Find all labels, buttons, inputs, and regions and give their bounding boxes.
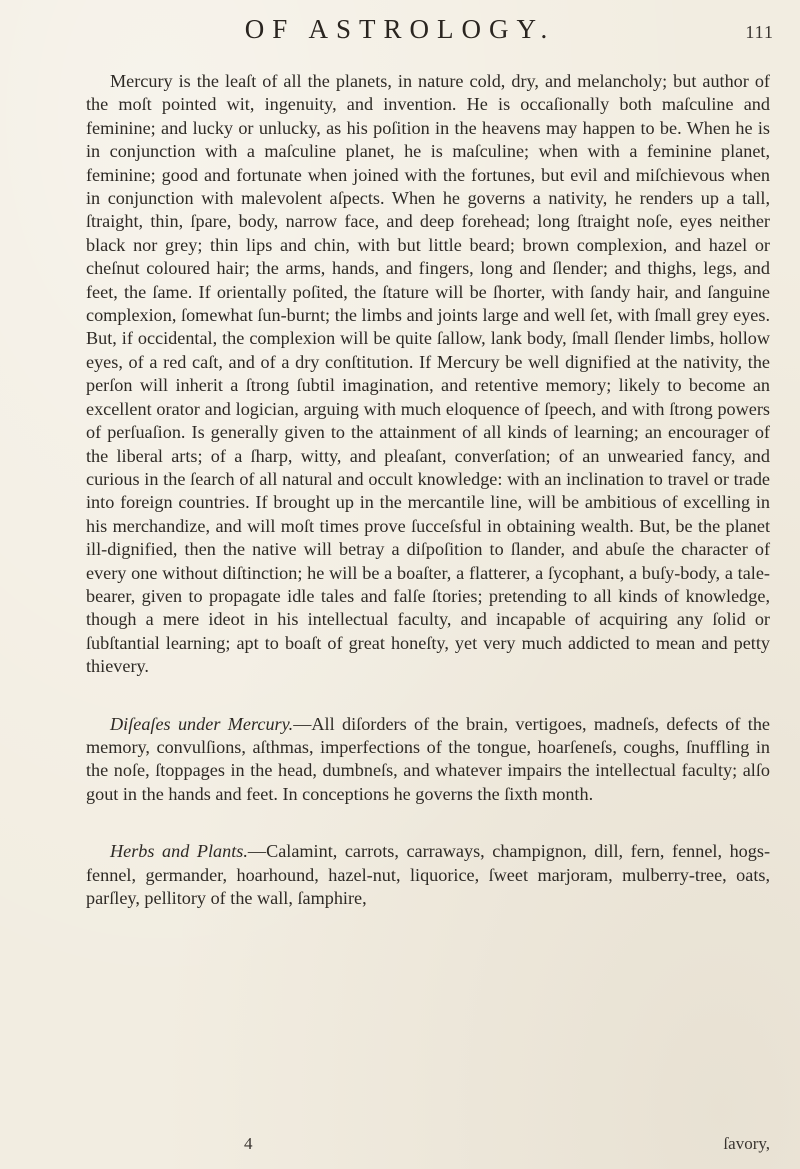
herbs-paragraph	[86, 840, 770, 910]
page-number: 111	[745, 22, 774, 42]
paragraph-gap	[86, 806, 770, 840]
mercury-description-paragraph: Mercury is the leaſt of all the planets, in nature cold, dry, and melancholy; but author of the moſt pointed wit, ingenuity, and invention. He is occaſionally both maſculine and feminine; and lucky or unlucky, as his poſition in the heavens may happen to be. When he is in conjunction with a maſculine planet, he is maſculine; when with a feminine planet, feminine; good and fortunate when joined with the fortunes, but evil and miſchievous when in conjunction with malevolent aſpects. When he governs a nativity, he renders up a tall, ſtraight, thin, ſpare, body, narrow face, and deep forehead; long ſtraight noſe, eyes neither black nor grey; thin lips and chin, with but little beard; brown complexion, and hazel or cheſnut coloured hair; the arms, hands, and fingers, long and ſlender; and thighs, legs, and feet, the ſame. If orientally poſited, the ſtature will be ſhorter, with ſandy hair, and ſanguine complexion, ſomewhat ſun-burnt; the limbs and joints large and well ſet, with ſmall grey eyes. But, if occidental, the complexion will be quite ſallow, lank body, ſmall ſlender limbs, hollow eyes, of a red caſt, and of a dry conſtitution. If Mercury be well dignified at the nativity, the perſon will inherit a ſtrong ſubtil imagination, and retentive memory; likely to become an excellent orator and logician, arguing with much eloquence of ſpeech, and with ſtrong powers of perſuaſion. Is generally given to the attainment of all kinds of learning; an encourager of the liberal arts; of a ſharp, witty, and pleaſant, converſation; of an unwearied fancy, and curious in the ſearch of all natural and occult knowledge: with an inclination to travel or trade into foreign countries. If brought up in the mercantile line, will be ambitious of excelling in his merchandize, and will moſt times prove ſucceſsful in obtaining wealth. But, be the planet ill-dignified, then the native will betray a diſpoſition to ſlander, and abuſe the character of every one without diſtinction; he will be a boaſter, a flatterer, a ſycophant, a buſy-body, a tale-bearer, given to propagate idle tales and falſe ſtories; pretending to all kinds of knowledge, though a mere ideot in his intellectual faculty, and incapable of acquiring any ſolid or ſubſtantial learning; apt to boaſt of great honeſty, yet very much addicted to mean and petty thievery.	[86, 71, 770, 677]
paragraph-gap	[86, 679, 770, 713]
diseases-paragraph	[86, 713, 770, 807]
herbs-text: —Calamint, carrots, carraways, champignon, dill, fern, fennel, hogs-fennel, germander, hoarhound, hazel-nut, liquorice, ſweet marjoram, mulberry-tree, oats, parſley, pellitory of the wall, ſamphire,	[86, 841, 770, 908]
catchword: ſavory,	[723, 1134, 770, 1153]
diseases-text: —All diſorders of the brain, vertigoes, madneſs, defects of the memory, convulſions, aſthmas, imperfections of the tongue, hoarſeneſs, coughs, ſnuffling in the noſe, ſtoppages in the head, dumbneſs, and whatever impairs the intellectual faculty; alſo gout in the hands and feet. In conceptions he governs the ſixth month.	[86, 713, 770, 804]
signature-mark: 4	[244, 1134, 253, 1153]
body-text	[86, 70, 770, 910]
page-header	[0, 8, 800, 58]
herbs-heading: Herbs and Plants.	[110, 841, 248, 862]
running-title: OF ASTROLOGY.	[244, 14, 556, 44]
diseases-heading: Diſeaſes under Mercury.	[110, 713, 294, 734]
